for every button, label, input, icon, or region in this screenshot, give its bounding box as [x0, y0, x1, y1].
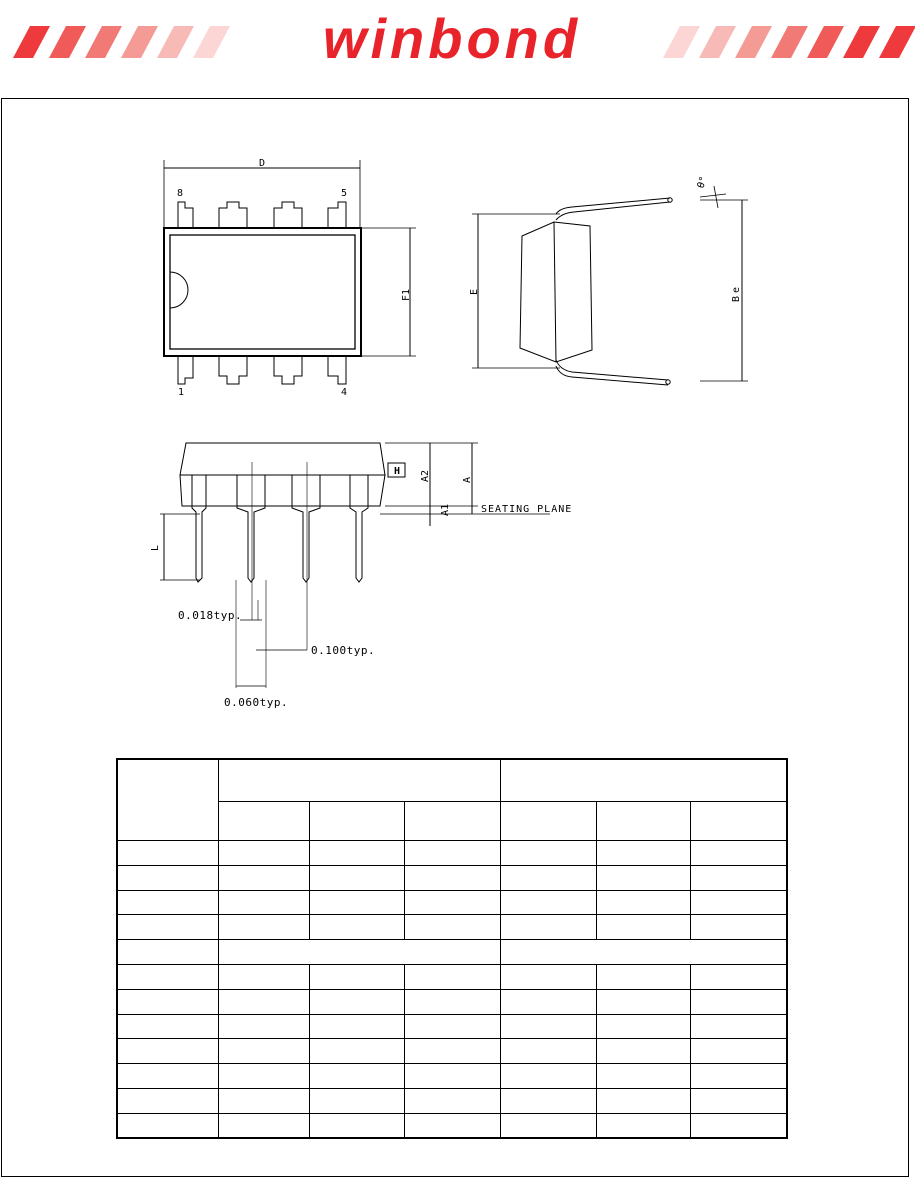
table-cell: [405, 989, 500, 1014]
table-cell: [310, 965, 405, 990]
table-cell: [405, 1064, 500, 1089]
table-cell: [500, 865, 596, 890]
table-cell: [117, 965, 218, 990]
table-cell: [218, 841, 309, 866]
seating-plane-label: SEATING PLANE: [481, 504, 573, 515]
table-cell: [596, 989, 690, 1014]
pin-width-note: 0.018typ.: [178, 609, 243, 622]
table-cell: [596, 1088, 690, 1113]
table-cell: [500, 1039, 596, 1064]
pin-1-label: 1: [178, 387, 185, 398]
table-cell: [500, 965, 596, 990]
table-cell: [117, 989, 218, 1014]
table-cell: [500, 940, 787, 965]
dim-eb-label: e: [731, 286, 742, 294]
table-cell: [596, 865, 690, 890]
brand-wordmark: winbond: [322, 7, 582, 70]
table-cell: [500, 1064, 596, 1089]
dimension-table: [116, 758, 788, 1139]
table-cell: [117, 890, 218, 915]
table-cell: [500, 801, 596, 840]
table-cell: [117, 915, 218, 940]
table-cell: [310, 890, 405, 915]
table-cell: [218, 1088, 309, 1113]
table-row: [117, 1039, 787, 1064]
dim-a1-label: A1: [440, 503, 451, 517]
table-cell: [117, 841, 218, 866]
table-cell: [691, 1064, 787, 1089]
table-cell: [596, 841, 690, 866]
table-cell: [500, 1014, 596, 1039]
table-cell: [405, 841, 500, 866]
table-cell: [117, 1014, 218, 1039]
table-cell: [691, 989, 787, 1014]
table-cell: [691, 1039, 787, 1064]
table-cell: [310, 1113, 405, 1138]
table-row: [117, 965, 787, 990]
pin-8-label: 8: [177, 188, 184, 199]
table-row: [117, 915, 787, 940]
table-cell: [500, 989, 596, 1014]
table-cell: [405, 890, 500, 915]
table-cell: [405, 865, 500, 890]
table-cell: [117, 1113, 218, 1138]
table-row: [117, 989, 787, 1014]
table-cell: [596, 965, 690, 990]
dim-d-label: D: [258, 158, 266, 169]
table-cell: [218, 890, 309, 915]
table-cell: [596, 1039, 690, 1064]
table-row: [117, 890, 787, 915]
pin-4-label: 4: [341, 387, 348, 398]
table-cell: [117, 1088, 218, 1113]
table-cell: [310, 1088, 405, 1113]
table-cell: [117, 1039, 218, 1064]
table-cell: [310, 801, 405, 840]
table-cell: [500, 841, 596, 866]
table-cell: [691, 841, 787, 866]
dim-e-label: E: [469, 288, 480, 296]
table-cell: [218, 1064, 309, 1089]
table-cell: [310, 1064, 405, 1089]
table-cell: [310, 865, 405, 890]
table-cell: [500, 1088, 596, 1113]
table-cell: [218, 940, 500, 965]
table-cell: [310, 1014, 405, 1039]
table-row: [117, 865, 787, 890]
table-row: [117, 1064, 787, 1089]
table-cell: [117, 865, 218, 890]
table-subheader-row: [117, 801, 787, 840]
table-header-row: [117, 759, 787, 801]
table-cell: [596, 890, 690, 915]
table-cell: [596, 1014, 690, 1039]
pin-5-label: 5: [341, 188, 348, 199]
table-cell: [218, 989, 309, 1014]
table-cell: [310, 1039, 405, 1064]
table-cell: [218, 1113, 309, 1138]
table-cell: [500, 915, 596, 940]
table-row: [117, 1014, 787, 1039]
end-view: [472, 186, 748, 385]
table-cell: [218, 759, 500, 801]
table-cell: [691, 1014, 787, 1039]
dim-h-label: H: [393, 466, 401, 477]
top-view: [164, 160, 416, 384]
table-cell: [310, 915, 405, 940]
table-cell: [117, 940, 218, 965]
table-cell: [691, 801, 787, 840]
table-row: [117, 841, 787, 866]
table-cell: [218, 1014, 309, 1039]
table-cell: [691, 1113, 787, 1138]
table-cell: [405, 1088, 500, 1113]
table-cell: [405, 801, 500, 840]
table-cell: [691, 915, 787, 940]
table-cell: [218, 801, 309, 840]
dim-eb-subscript: B: [731, 295, 742, 303]
table-cell: [218, 1039, 309, 1064]
shoulder-width-note: 0.060typ.: [224, 696, 289, 709]
table-cell: [218, 865, 309, 890]
table-row: [117, 940, 787, 965]
dim-a-label: A: [462, 476, 473, 484]
table-cell: [500, 759, 787, 801]
table-cell: [405, 915, 500, 940]
pin-pitch-note: 0.100typ.: [311, 644, 376, 657]
table-cell: [500, 1113, 596, 1138]
table-cell: [117, 759, 218, 841]
dim-f1-label: F1: [401, 288, 412, 302]
table-cell: [596, 1064, 690, 1089]
table-cell: [500, 890, 596, 915]
table-cell: [596, 801, 690, 840]
table-cell: [691, 865, 787, 890]
dim-a2-label: A2: [420, 469, 431, 483]
table-cell: [596, 915, 690, 940]
table-cell: [310, 841, 405, 866]
table-cell: [691, 890, 787, 915]
dim-l-label: L: [150, 544, 161, 552]
table-cell: [405, 1039, 500, 1064]
table-cell: [405, 1014, 500, 1039]
table-cell: [405, 1113, 500, 1138]
angle-theta-label: θ°: [695, 174, 710, 191]
table-cell: [117, 1064, 218, 1089]
table-cell: [691, 965, 787, 990]
table-cell: [596, 1113, 690, 1138]
table-row: [117, 1113, 787, 1138]
table-cell: [691, 1088, 787, 1113]
table-cell: [218, 915, 309, 940]
table-row: [117, 1088, 787, 1113]
table-cell: [405, 965, 500, 990]
table-cell: [218, 965, 309, 990]
table-cell: [310, 989, 405, 1014]
